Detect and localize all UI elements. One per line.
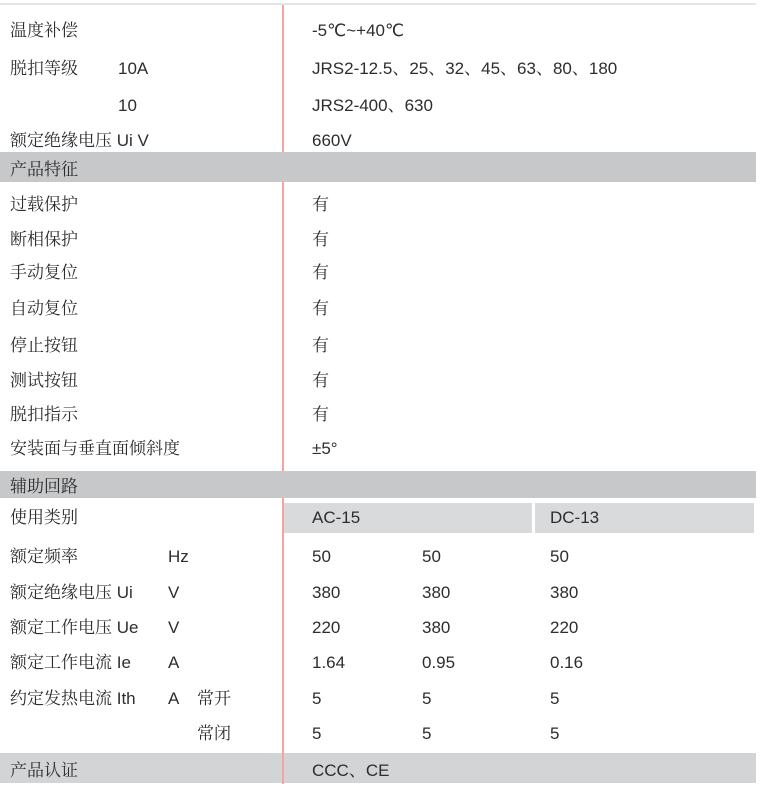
table-row — [0, 131, 776, 151]
row-value: 有 — [312, 195, 329, 214]
row-value: 有 — [312, 336, 329, 355]
top-rule — [0, 3, 756, 5]
row-value: 5 — [550, 724, 560, 743]
row-value: 660V — [312, 131, 352, 150]
row-value: 有 — [312, 371, 329, 390]
table-row — [0, 299, 776, 319]
row-label: 额定绝缘电压 Ui — [10, 583, 133, 602]
row-unit: Hz — [168, 547, 189, 566]
table-row — [0, 724, 776, 744]
table-row — [0, 371, 776, 391]
row-value: 有 — [312, 299, 329, 318]
row-label: 安装面与垂直面倾斜度 — [10, 439, 180, 458]
section-title: 产品认证 — [10, 760, 78, 780]
row-label: 测试按钮 — [10, 371, 78, 390]
row-value: 380 — [422, 583, 451, 602]
row-value: JRS2-12.5、25、32、45、63、80、180 — [312, 59, 618, 78]
row-value: 5 — [550, 689, 560, 708]
table-row — [0, 263, 776, 283]
table-row — [0, 618, 776, 638]
row-label: 额定频率 — [10, 547, 78, 566]
row-unit: V — [168, 583, 180, 602]
row-value: 有 — [312, 405, 329, 424]
row-label: 温度补偿 — [10, 21, 78, 40]
row-label: 自动复位 — [10, 299, 78, 318]
row-value: 1.64 — [312, 653, 346, 672]
table-row — [0, 59, 776, 79]
trip-class-code: 10 — [118, 96, 137, 115]
category-header-label: AC-15 — [312, 508, 361, 527]
section-title: 辅助回路 — [10, 477, 78, 496]
table-row — [0, 653, 776, 673]
row-label: 使用类别 — [10, 508, 78, 527]
row-label: 过载保护 — [10, 195, 78, 214]
table-row — [0, 583, 776, 603]
row-label: 断相保护 — [10, 230, 78, 249]
row-value: JRS2-400、630 — [312, 96, 433, 115]
row-value: 50 — [422, 547, 441, 566]
row-unit: A — [168, 689, 180, 708]
section-header-product-features — [0, 152, 756, 182]
trip-class-code: 10A — [118, 59, 149, 78]
row-value: 50 — [550, 547, 569, 566]
row-value: 5 — [312, 724, 322, 743]
row-value: 220 — [550, 618, 579, 637]
table-row — [0, 689, 776, 709]
row-value: 380 — [550, 583, 579, 602]
certification-value: CCC、CE — [312, 760, 390, 780]
row-label: 手动复位 — [10, 263, 78, 282]
table-row — [0, 230, 776, 250]
row-label: 额定绝缘电压 Ui V — [10, 131, 149, 150]
section-header-auxiliary-circuit — [0, 471, 756, 498]
row-value: 5 — [422, 724, 432, 743]
row-value: 5 — [312, 689, 322, 708]
row-value: 有 — [312, 263, 329, 282]
row-unit: V — [168, 618, 180, 637]
row-value: 50 — [312, 547, 331, 566]
row-value: ±5° — [312, 439, 338, 458]
row-unit: A — [168, 653, 180, 672]
table-row — [0, 547, 776, 567]
section-title: 产品特征 — [10, 159, 78, 179]
category-header-label: DC-13 — [550, 508, 600, 527]
row-label: 额定工作电流 Ie — [10, 653, 131, 672]
table-row — [0, 21, 776, 41]
table-row — [0, 336, 776, 356]
table-row — [0, 195, 776, 215]
contact-type-label: 常开 — [197, 689, 231, 708]
section-header-certification — [0, 753, 756, 783]
row-label: 额定工作电压 Ue — [10, 618, 139, 637]
row-value: 380 — [312, 583, 341, 602]
row-value: -5℃~+40℃ — [312, 21, 405, 40]
table-row — [0, 96, 776, 116]
row-value: 380 — [422, 618, 451, 637]
row-value: 有 — [312, 230, 329, 249]
table-row — [0, 508, 776, 528]
contact-type-label: 常闭 — [197, 724, 231, 743]
row-value: 220 — [312, 618, 341, 637]
row-label: 约定发热电流 Ith — [10, 689, 136, 708]
row-value: 0.95 — [422, 653, 456, 672]
table-row — [0, 405, 776, 425]
table-row — [0, 439, 776, 459]
row-label: 脱扣指示 — [10, 405, 78, 424]
row-label: 停止按钮 — [10, 336, 78, 355]
row-value: 0.16 — [550, 653, 584, 672]
row-value: 5 — [422, 689, 432, 708]
row-label: 脱扣等级 — [10, 59, 78, 78]
